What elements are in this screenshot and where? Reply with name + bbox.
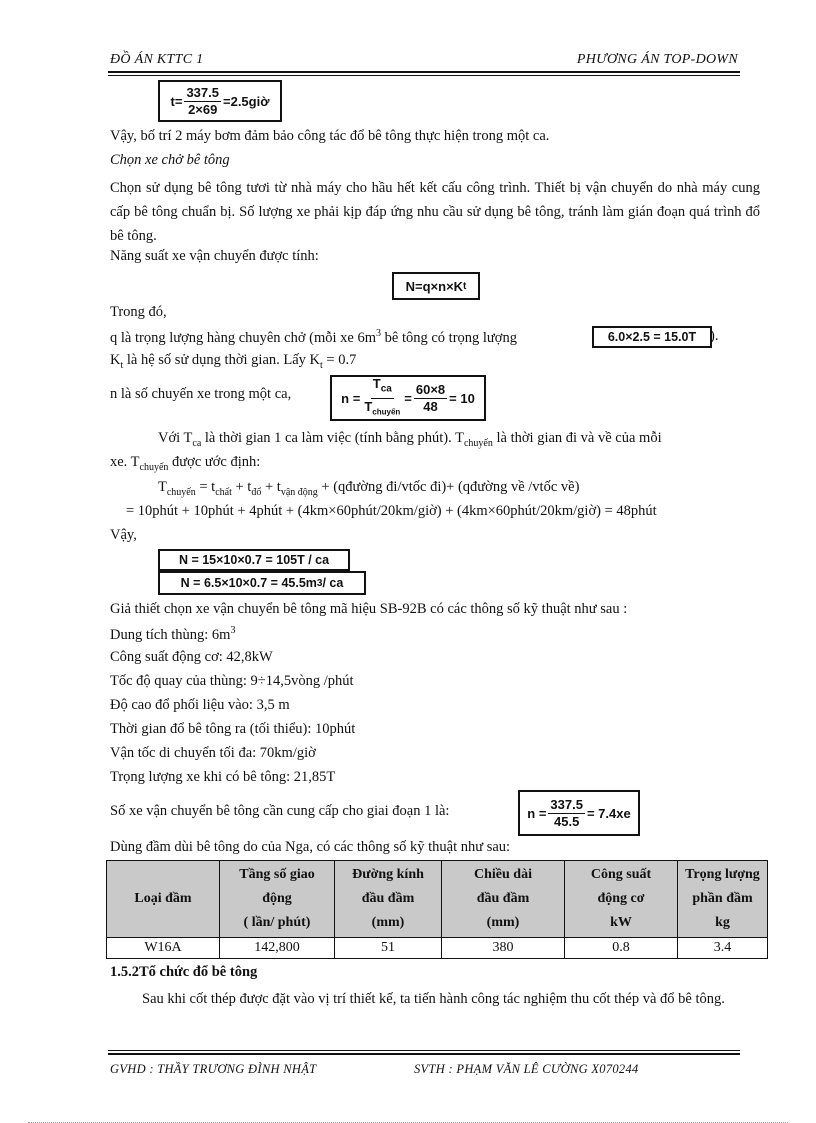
with-e: được ước định: — [168, 454, 261, 470]
formula-n-num1-sub: ca — [380, 383, 392, 395]
col-length-line2: đầu đầm — [476, 891, 530, 906]
formula-n-den1: T — [364, 398, 373, 414]
cell-type: W16A — [107, 938, 220, 959]
formula-t: t = $\frac{337.5}{2\times 69}$ =2.5giờ — [158, 80, 282, 122]
paragraph-last: Sau khi cốt thép được đặt vào vị trí thiết kế, ta tiến hành công tác nghiệm thu cốt thép và đổ bê tông. — [142, 991, 725, 1007]
formula-N-text: N=q×n×K — [405, 278, 464, 294]
q-sup: 3 — [376, 328, 382, 339]
vibrator-spec-table — [106, 860, 768, 959]
col-weight-line3: kg — [715, 915, 730, 930]
tc-sub2: chất — [215, 486, 232, 498]
q-definition — [110, 328, 517, 347]
kt-b: là hệ số sử dụng thời gian. Lấy K — [123, 352, 321, 368]
with-sub2: chuyến — [463, 437, 493, 449]
formula-n-den1-sub: chuyến — [372, 407, 401, 417]
tc-d: + t — [261, 479, 281, 495]
col-weight-line1: Trọng lượng — [685, 867, 760, 882]
formula-trucks-num: 337.5 — [550, 796, 583, 812]
formula-N1: N = 15×10×0.7 = 105T / ca — [158, 549, 350, 571]
with-line-1 — [158, 430, 662, 449]
formula-t-num: 337.5 — [186, 84, 219, 100]
truck-assumption: Giả thiết chọn xe vận chuyển bê tông mã hiệu SB-92B có các thông số kỹ thuật như sau : — [110, 601, 628, 617]
spec1-sup: 3 — [230, 625, 236, 636]
paragraph-productivity: Năng suất xe vận chuyển được tính: — [110, 248, 319, 264]
col-length — [442, 861, 565, 938]
tc-sub4: vận động — [280, 486, 318, 498]
col-frequency-line2: động — [262, 891, 292, 906]
col-diameter-line1: Đường kính — [352, 867, 424, 882]
tc-b: = t — [195, 479, 216, 495]
heading-truck: Chọn xe chở bê tông — [110, 152, 230, 168]
col-type — [107, 861, 220, 938]
formula-trucks-result: = 7.4xe — [586, 805, 631, 821]
trucks-needed-label: Số xe vận chuyển bê tông cần cung cấp cho giai đoạn 1 là: — [110, 803, 450, 819]
col-diameter — [335, 861, 442, 938]
where-label: Trong đó, — [110, 304, 167, 320]
formula-t-lhs: t — [170, 93, 175, 109]
formula-trucks-den: 45.5 — [554, 813, 580, 829]
formula-N2-b: / ca — [322, 576, 344, 590]
q-close: ). — [710, 328, 719, 344]
formula-trucks — [518, 790, 640, 836]
table-header-row — [107, 861, 768, 938]
formula-n-result: = 10 — [449, 390, 475, 406]
tc-c: + t — [231, 479, 252, 495]
tc-a: T — [158, 479, 167, 495]
footer-left: GVHD : THẦY TRƯƠNG ĐÌNH NHẬT — [110, 1062, 317, 1076]
with-d: xe. T — [110, 454, 140, 470]
formula-N2-sup: 3 — [316, 577, 323, 589]
formula-t-fraction — [184, 85, 221, 118]
col-weight — [678, 861, 768, 938]
formula-N — [392, 272, 480, 300]
n-definition: n là số chuyến xe trong một ca, — [110, 386, 292, 402]
kt-sub2: t — [320, 359, 323, 371]
col-length-line3: (mm) — [486, 915, 520, 930]
tc-sub1: chuyến — [166, 486, 196, 498]
col-diameter-line2: đầu đầm — [361, 891, 415, 906]
with-line-2 — [110, 454, 260, 473]
kt-c: = 0.7 — [322, 352, 357, 368]
paragraph-concrete-supply: Chọn sử dụng bê tông tươi từ nhà máy cho hầu hết kết cấu công trình. Thiết bị vận chuyển do nhà máy cung cấp bê tông chuẩn bị. Số lượng xe phải kịp đáp ứng nhu cầu sử dụng bê tông, tránh làm gián đoạn quá trình đổ bê tông. — [110, 180, 760, 244]
tchuyen-result: = 10phút + 10phút + 4phút + (4km×60phút/20km/giờ) + (4km×60phút/20km/giờ) = 48phút — [126, 503, 657, 519]
formula-N2-a: N = 6.5×10×0.7 = 45.5m — [180, 576, 317, 590]
cell-weight: 3.4 — [678, 938, 768, 959]
q-text: q là trọng lượng hàng chuyên chở (mỗi xe 6m — [110, 329, 377, 346]
with-a: Với T — [158, 430, 193, 446]
col-length-line1: Chiều dài — [474, 867, 532, 882]
footer-rule-thin — [108, 1050, 740, 1051]
with-c: là thời gian đi và về của mỗi — [492, 430, 662, 446]
formula-trucks-fraction — [548, 797, 585, 830]
col-power-line1: Công suất — [590, 867, 652, 882]
col-type-line1: Loại đầm — [134, 891, 192, 906]
formula-N-sub: t — [463, 280, 467, 292]
col-power-line2: động cơ — [597, 891, 645, 906]
header-right: PHƯƠNG ÁN TOP-DOWN — [576, 52, 738, 67]
col-frequency-line3: ( lần/ phút) — [243, 915, 311, 930]
formula-n-fraction1 — [362, 376, 402, 420]
page-header — [110, 52, 738, 70]
kt-a: K — [110, 352, 121, 368]
cell-diameter: 51 — [335, 938, 442, 959]
header-left: ĐỒ ÁN KTTC 1 — [110, 52, 204, 67]
q-tail: bê tông có trọng lượng — [381, 329, 517, 346]
spec-capacity — [110, 625, 235, 644]
formula-n-lhs: n = — [341, 390, 361, 406]
table-row — [107, 938, 768, 959]
spec-height: Độ cao đổ phối liệu vào: 3,5 m — [110, 697, 290, 713]
formula-n: n = $\frac{T_{ca}}{T_{chuyến}}$ = $\frac{60\times 8}{48}$ = 10 — [330, 375, 486, 421]
header-rule-thin — [108, 75, 740, 76]
col-frequency-line1: Tầng số giao — [239, 867, 315, 882]
tc-sub3: đổ — [251, 486, 262, 498]
formula-n-num2: 60×8 — [415, 381, 446, 397]
footer-rule-thick — [108, 1053, 740, 1055]
section-heading: 1.5.2Tổ chức đổ bê tông — [110, 964, 258, 980]
kt-definition — [110, 352, 356, 371]
col-weight-line2: phần đầm — [692, 891, 753, 906]
formula-n-fraction2 — [414, 382, 447, 415]
spec-speed: Vận tốc di chuyển tối đa: 70km/giờ — [110, 745, 316, 761]
kt-sub: t — [120, 359, 124, 371]
formula-t-den: 2×69 — [188, 101, 218, 117]
cell-power: 0.8 — [565, 938, 678, 959]
spec1-text: Dung tích thùng: 6m — [110, 626, 231, 643]
col-frequency — [220, 861, 335, 938]
formula-n-den2: 48 — [423, 398, 438, 414]
formula-n-num1: T — [372, 375, 381, 391]
spec-pour-time: Thời gian đổ bê tông ra (tối thiểu): 10phút — [110, 721, 356, 737]
so-label: Vậy, — [110, 527, 137, 543]
vibrator-intro: Dùng đầm dùi bê tông do của Nga, có các thông số kỹ thuật như sau: — [110, 839, 511, 855]
formula-trucks-lhs: n = — [527, 805, 547, 821]
col-power — [565, 861, 678, 938]
formula-t-result: =2.5giờ — [223, 93, 270, 109]
header-rule-thick — [108, 71, 740, 73]
formula-N2 — [158, 571, 366, 595]
spec-power: Công suất động cơ: 42,8kW — [110, 649, 273, 665]
footer-right: SVTH : PHẠM VĂN LÊ CƯỜNG X070244 — [414, 1062, 639, 1076]
col-diameter-line3: (mm) — [371, 915, 405, 930]
with-b: là thời gian 1 ca làm việc (tính bằng phút). T — [201, 430, 464, 446]
tc-e: + (qđường đi/vtốc đi)+ (qđường về /vtốc về) — [317, 479, 580, 495]
with-sub3: chuyến — [139, 461, 169, 473]
spec-weight: Trọng lượng xe khi có bê tông: 21,85T — [110, 769, 336, 785]
formula-q: 6.0×2.5 = 15.0T — [592, 326, 712, 348]
paragraph-pumps: Vậy, bố trí 2 máy bơm đảm bảo công tác đổ bê tông thực hiện trong một ca. — [110, 128, 550, 144]
cell-frequency: 142,800 — [220, 938, 335, 959]
spec-rotation: Tốc độ quay của thùng: 9÷14,5vòng /phút — [110, 673, 354, 689]
cell-length: 380 — [442, 938, 565, 959]
tchuyen-formula — [158, 479, 579, 498]
col-power-line3: kW — [610, 915, 632, 930]
with-sub1: ca — [192, 437, 202, 449]
